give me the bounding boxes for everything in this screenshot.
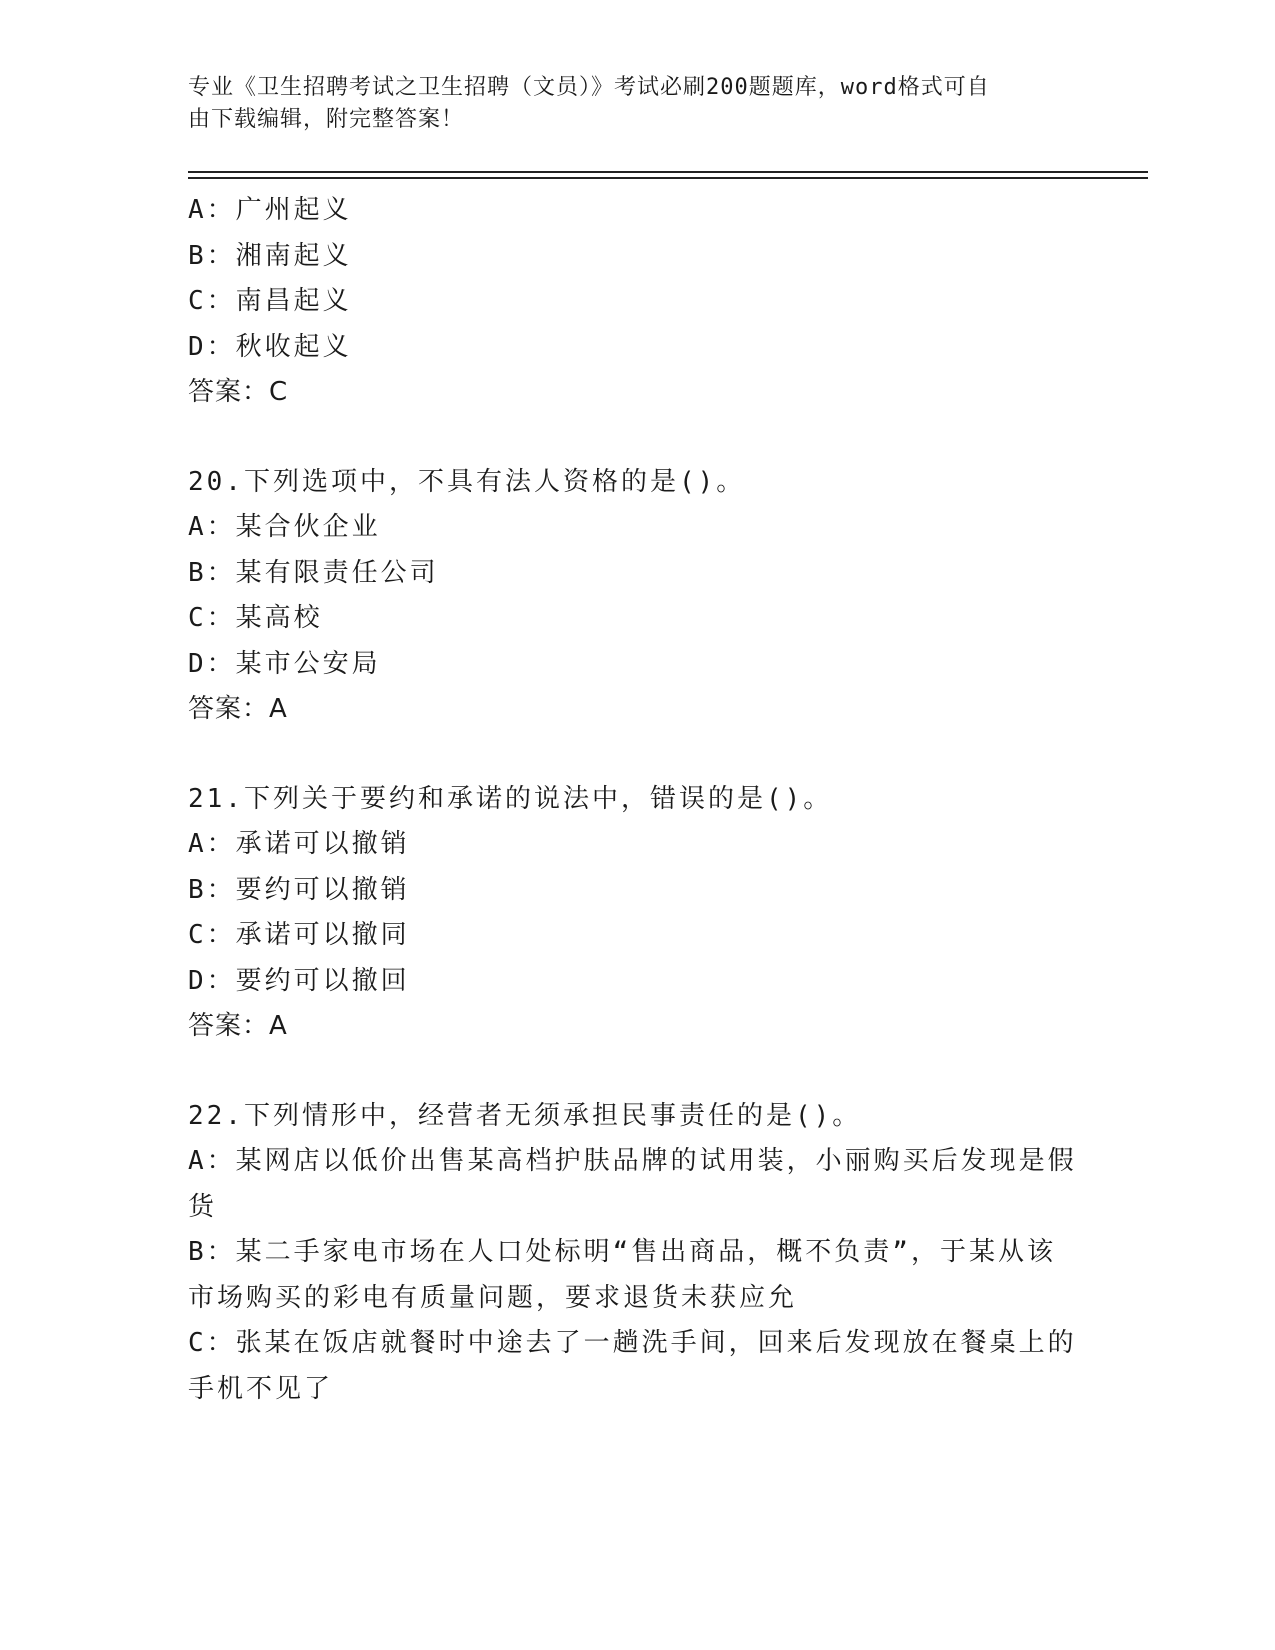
option-a: A：某网店以低价出售某高档护肤品牌的试用装，小丽购买后发现是假货 [188, 1146, 1077, 1222]
question-content [188, 188, 1078, 1412]
option-b: B：某二手家电市场在人口处标明“售出商品，概不负责”，于某从该市场购买的彩电有质量问题，要求退货未获应允 [188, 1237, 1056, 1313]
answer: 答案：C [188, 377, 289, 407]
question-22-block [188, 1094, 1078, 1413]
spacer [188, 1050, 1078, 1094]
option-c: C：南昌起义 [188, 286, 352, 316]
question-19-block [188, 188, 1078, 416]
question-text: 20.下列选项中，不具有法人资格的是()。 [188, 466, 746, 497]
option-d: D：要约可以撤回 [188, 965, 410, 996]
spacer [188, 416, 1078, 460]
option-d: D：某市公安局 [188, 648, 381, 679]
option-c: C：张某在饭店就餐时中途去了一趟洗手间，回来后发现放在餐桌上的手机不见了 [188, 1328, 1077, 1404]
option-a: A：广州起义 [188, 195, 352, 225]
header-line-1: 专业《卫生招聘考试之卫生招聘（文员）》考试必刷200题题库，word格式可自 [188, 75, 990, 100]
document-header [188, 72, 1068, 136]
option-d: D：秋收起义 [188, 331, 352, 362]
header-line-2: 由下载编辑，附完整答案！ [188, 107, 465, 132]
answer: 答案：A [188, 694, 288, 724]
question-20-block [188, 460, 1078, 733]
header-divider-top [188, 171, 1148, 173]
option-b: B：某有限责任公司 [188, 557, 439, 588]
header-divider-bottom [188, 177, 1148, 179]
option-a: A：某合伙企业 [188, 512, 381, 542]
question-text: 22.下列情形中，经营者无须承担民事责任的是()。 [188, 1100, 862, 1131]
answer: 答案：A [188, 1011, 288, 1041]
option-b: B：要约可以撤销 [188, 874, 410, 905]
option-b: B：湘南起义 [188, 240, 352, 271]
option-c: C：某高校 [188, 603, 323, 633]
question-21-block [188, 777, 1078, 1050]
spacer [188, 733, 1078, 777]
question-text: 21.下列关于要约和承诺的说法中，错误的是()。 [188, 783, 833, 814]
option-a: A：承诺可以撤销 [188, 829, 410, 859]
option-c: C：承诺可以撤同 [188, 920, 410, 950]
